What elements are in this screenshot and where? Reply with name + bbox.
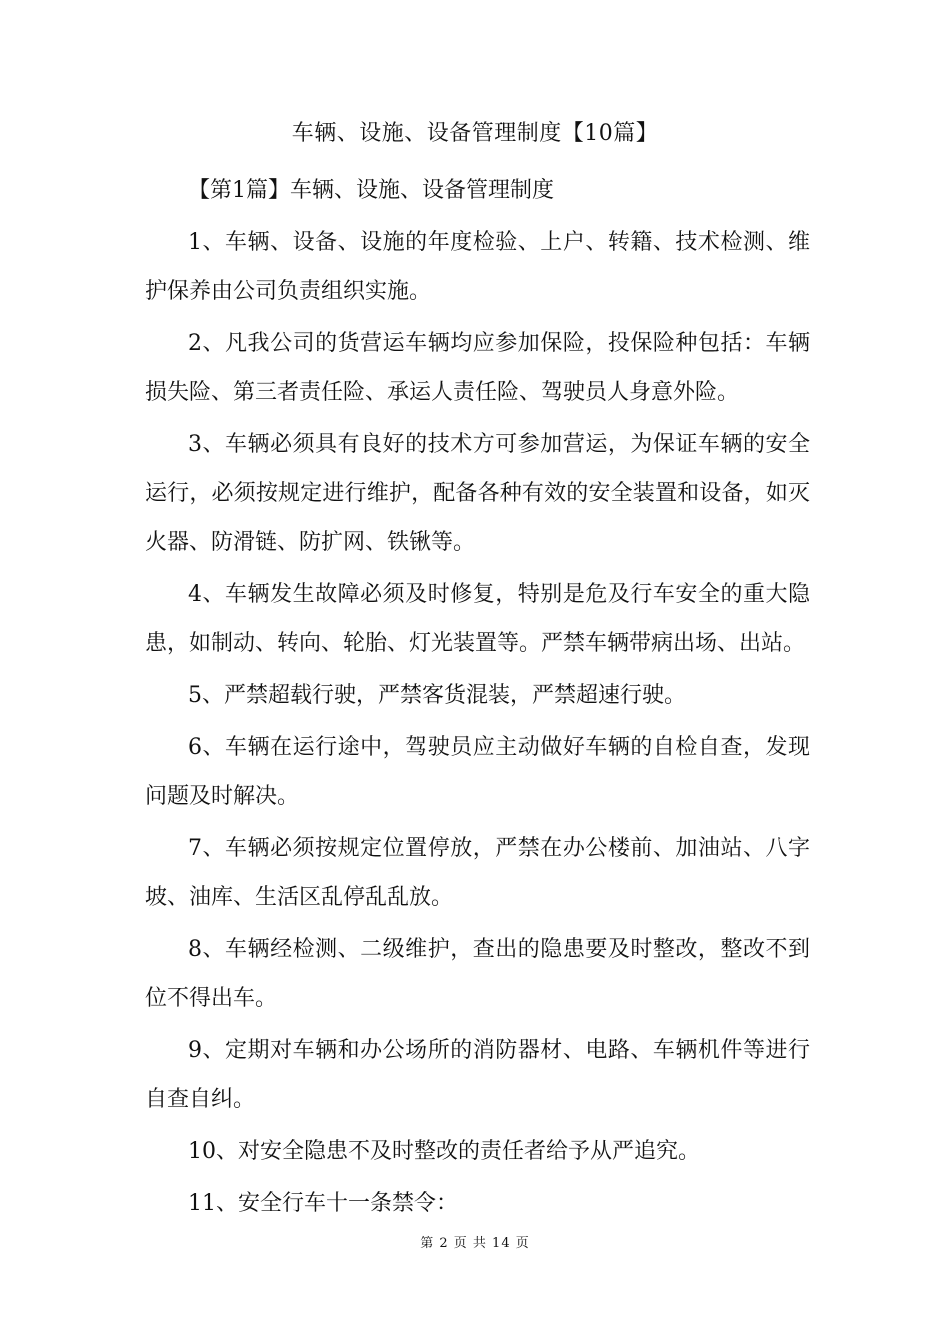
- paragraph-1: 1、车辆、设备、设施的年度检验、上户、转籍、技术检测、维护保养由公司负责组织实施。: [145, 230, 810, 304]
- document-title: 车辆、设施、设备管理制度【10篇】: [291, 121, 659, 146]
- paragraph-5: 5、严禁超载行驶，严禁客货混装，严禁超速行驶。: [188, 683, 686, 708]
- section-heading: 【第1篇】车辆、设施、设备管理制度: [188, 178, 554, 203]
- paragraph-6: 6、车辆在运行途中，驾驶员应主动做好车辆的自检自查，发现问题及时解决。: [145, 735, 810, 809]
- paragraph-4: 4、车辆发生故障必须及时修复，特别是危及行车安全的重大隐患，如制动、转向、轮胎、灯光装置等。严禁车辆带病出场、出站。: [145, 582, 810, 656]
- page-footer: 第 2 页 共 14 页: [420, 1236, 530, 1251]
- paragraph-8: 8、车辆经检测、二级维护，查出的隐患要及时整改，整改不到位不得出车。: [145, 937, 810, 1011]
- paragraph-11: 11、安全行车十一条禁令：: [188, 1191, 458, 1216]
- document-body: [145, 166, 810, 1228]
- paragraph-2: 2、凡我公司的货营运车辆均应参加保险，投保险种包括：车辆损失险、第三者责任险、承运人责任险、驾驶员人身意外险。: [145, 331, 810, 405]
- paragraph-7: 7、车辆必须按规定位置停放，严禁在办公楼前、加油站、八字坡、油库、生活区乱停乱乱放。: [145, 836, 810, 910]
- paragraph-10: 10、对安全隐患不及时整改的责任者给予从严追究。: [188, 1139, 700, 1164]
- paragraph-9: 9、定期对车辆和办公场所的消防器材、电路、车辆机件等进行自查自纠。: [145, 1038, 810, 1112]
- paragraph-3: 3、车辆必须具有良好的技术方可参加营运，为保证车辆的安全运行，必须按规定进行维护，配备各种有效的安全装置和设备，如灭火器、防滑链、防扩网、铁锹等。: [145, 432, 810, 555]
